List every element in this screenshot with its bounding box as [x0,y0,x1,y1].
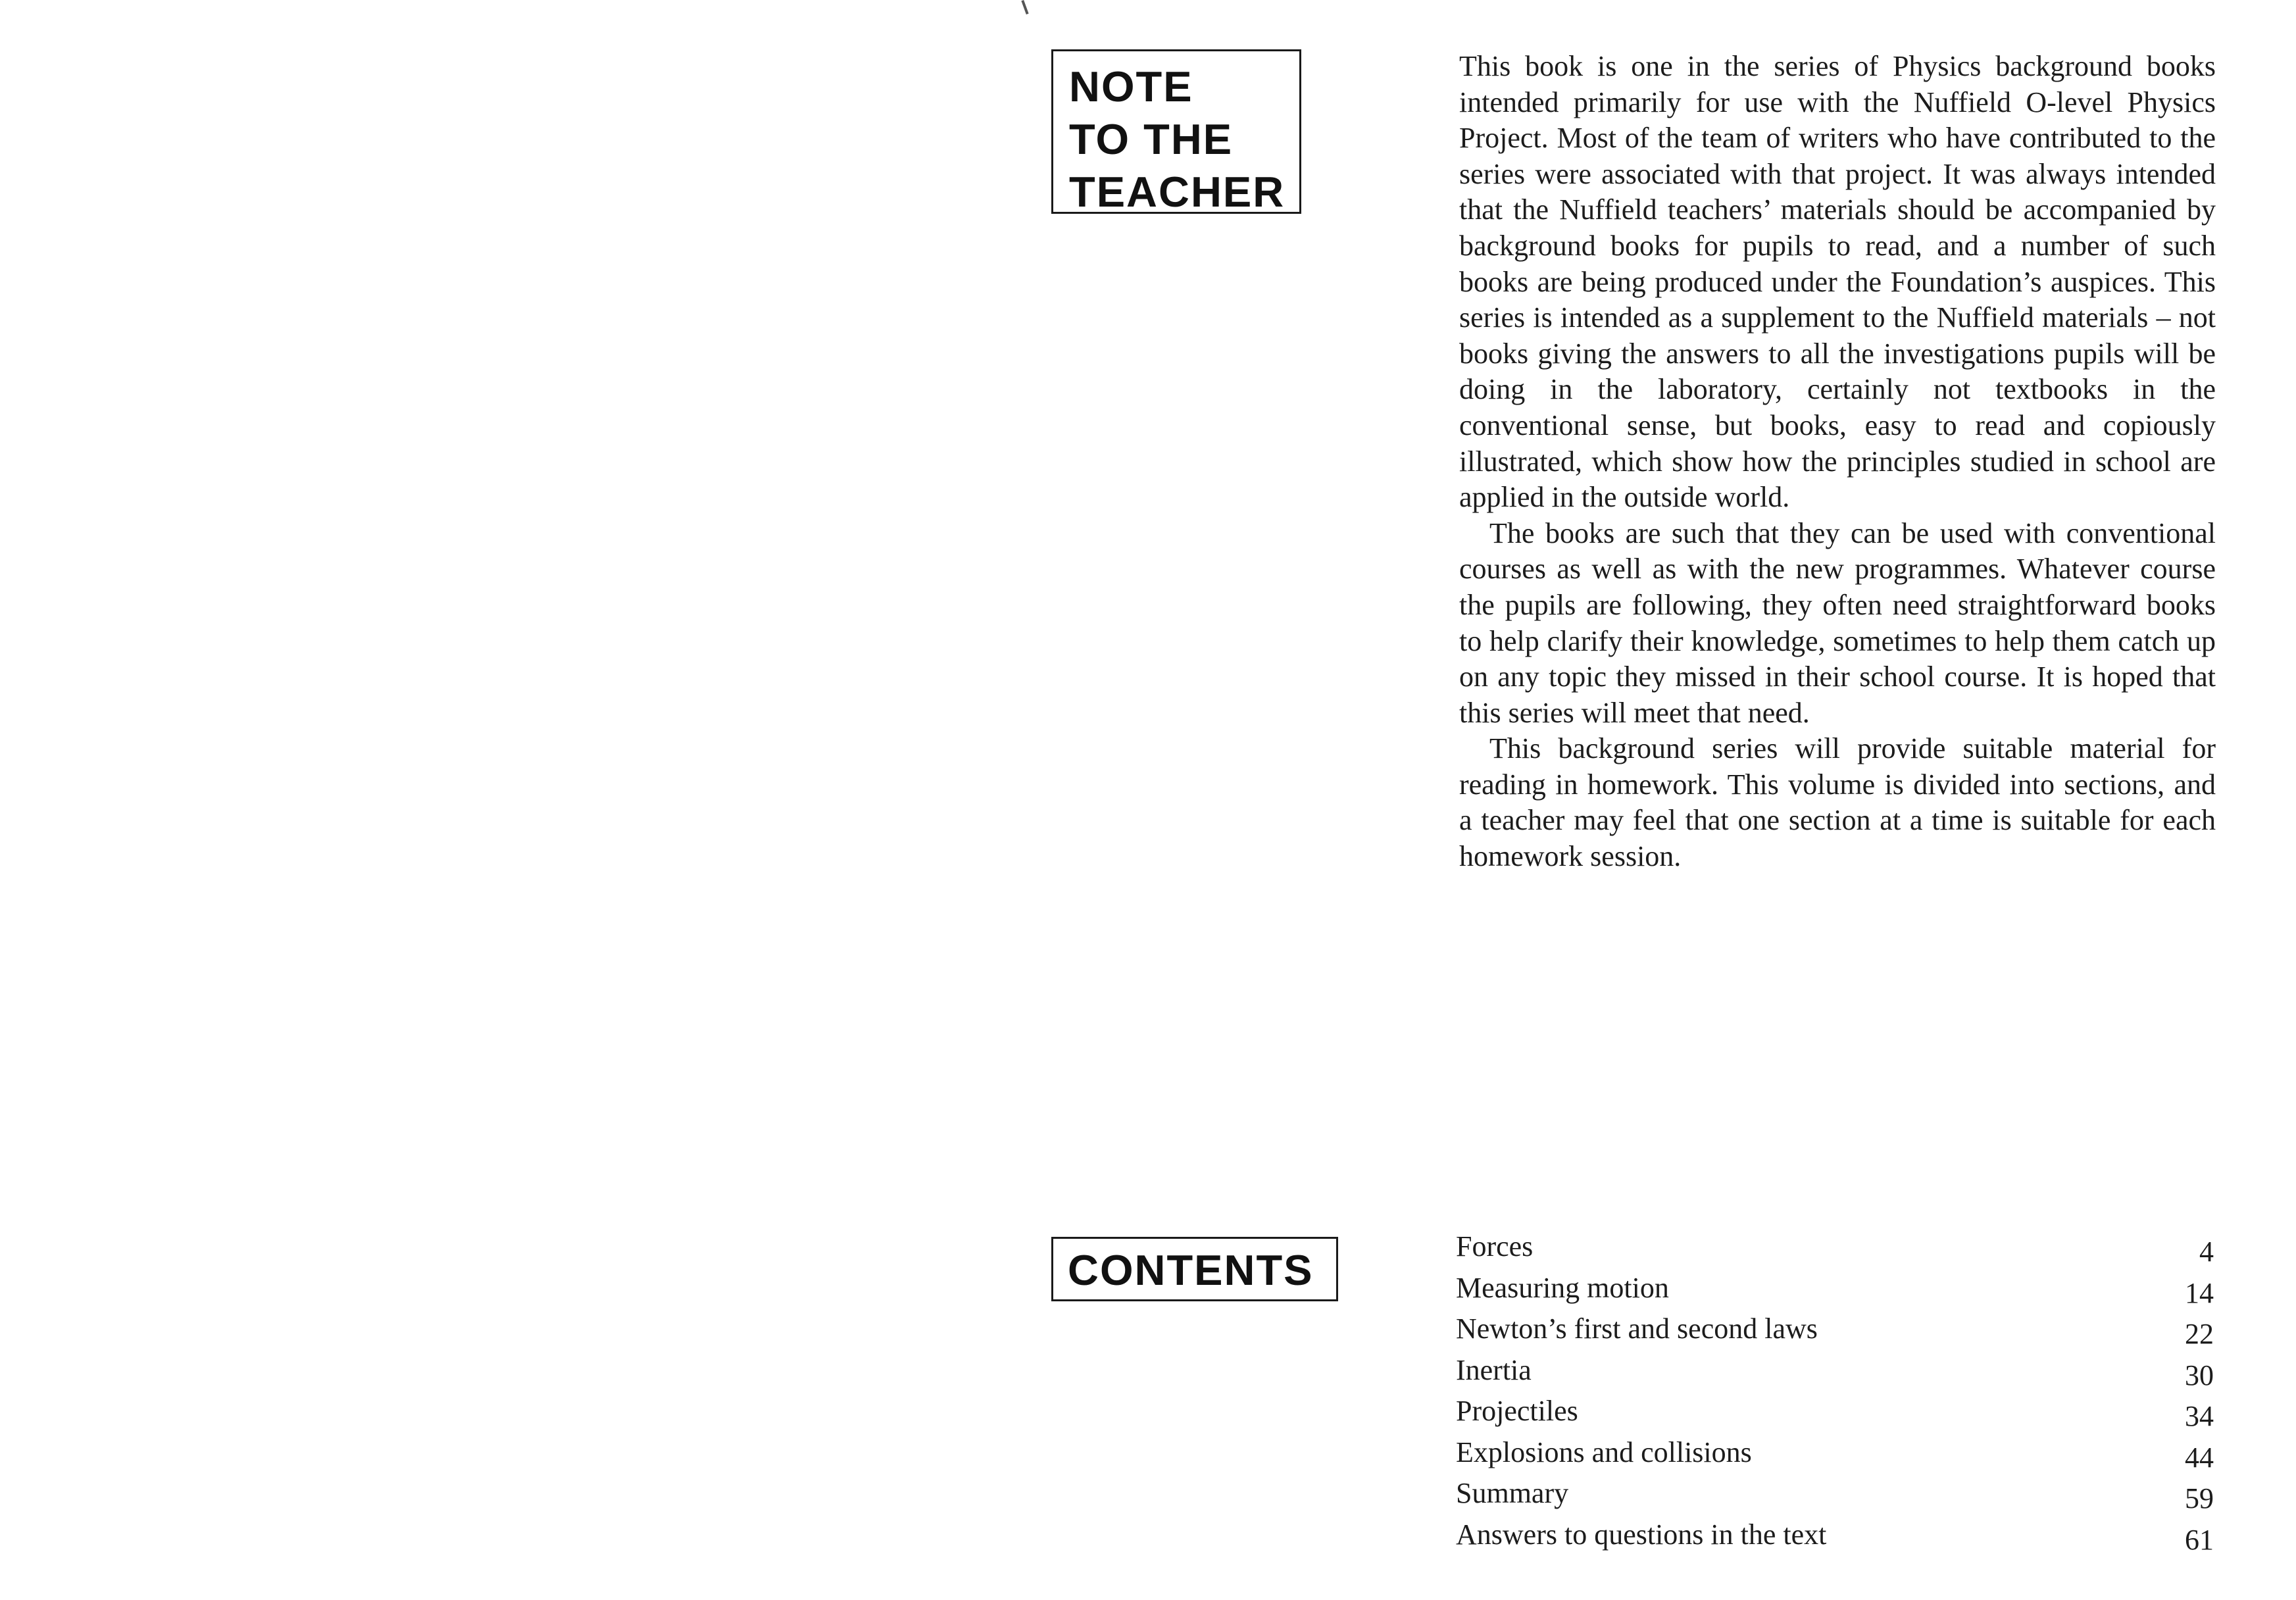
contents-item [1456,1435,2214,1476]
contents-item-page: 59 [2185,1482,2214,1514]
contents-item-page: 22 [2185,1318,2214,1350]
note-heading-line-1: NOTE [1069,63,1193,111]
contents-item [1456,1517,2214,1559]
contents-item-page: 14 [2185,1276,2214,1309]
note-paragraph-2: The books are such that they can be used with conventional courses as well as with the new programmes. Whatever course the pupils are following, they often need straightforward books to help clarify their knowledge, sometimes to help them catch up on any topic they missed in their school course. It is hoped that this series will meet that need. [1459,516,2216,729]
contents-item [1456,1476,2214,1517]
note-heading-box [1051,49,1301,214]
contents-item [1456,1311,2214,1353]
contents-item-title: Forces [1456,1230,1534,1262]
contents-item-page: 34 [2185,1400,2214,1432]
note-heading-line-3: TEACHER [1069,168,1285,216]
contents-list [1456,1229,2214,1558]
contents-item-page: 4 [2199,1236,2214,1268]
contents-item-title: Projectiles [1456,1395,1578,1427]
contents-item-title: Explosions and collisions [1456,1436,1752,1468]
contents-item-page: 61 [2185,1523,2214,1556]
note-paragraph-3: This background series will provide suitable material for reading in homework. This volume is divided into sections, and a teacher may feel that one section at a time is suitable for each homework session. [1459,732,2216,873]
note-body [1459,49,2216,875]
contents-item-page: 44 [2185,1441,2214,1474]
contents-item-title: Answers to questions in the text [1456,1518,1827,1551]
contents-item [1456,1393,2214,1435]
contents-item-title: Measuring motion [1456,1271,1669,1304]
contents-item-title: Inertia [1456,1353,1532,1386]
note-heading-line-2: TO THE [1069,115,1234,163]
contents-item-title: Newton’s first and second laws [1456,1312,1818,1345]
contents-item-page: 30 [2185,1359,2214,1391]
contents-item-title: Summary [1456,1477,1569,1509]
corner-mark [1021,0,1028,14]
note-paragraph-1: This book is one in the series of Physics background books intended primarily for use with the Nuffield O-level Physics Project. Most of the team of writers who have contributed to the series were associated with that project. It was always intended that the Nuffield teachers’ materials should be accompanied by background books for pupils to read, and a number of such books are being produced under the Foundation’s auspices. This series is intended as a supplement to the Nuffield materials – not books giving the answers to all the investigations pupils will be doing in the laboratory, certainly not textbooks in the conventional sense, but books, easy to read and copiously illustrated, which show how the principles studied in school are applied in the outside world. [1459,50,2216,514]
contents-heading: CONTENTS [1051,1237,1338,1301]
contents-item [1456,1229,2214,1270]
contents-item [1456,1353,2214,1394]
contents-item [1456,1270,2214,1312]
